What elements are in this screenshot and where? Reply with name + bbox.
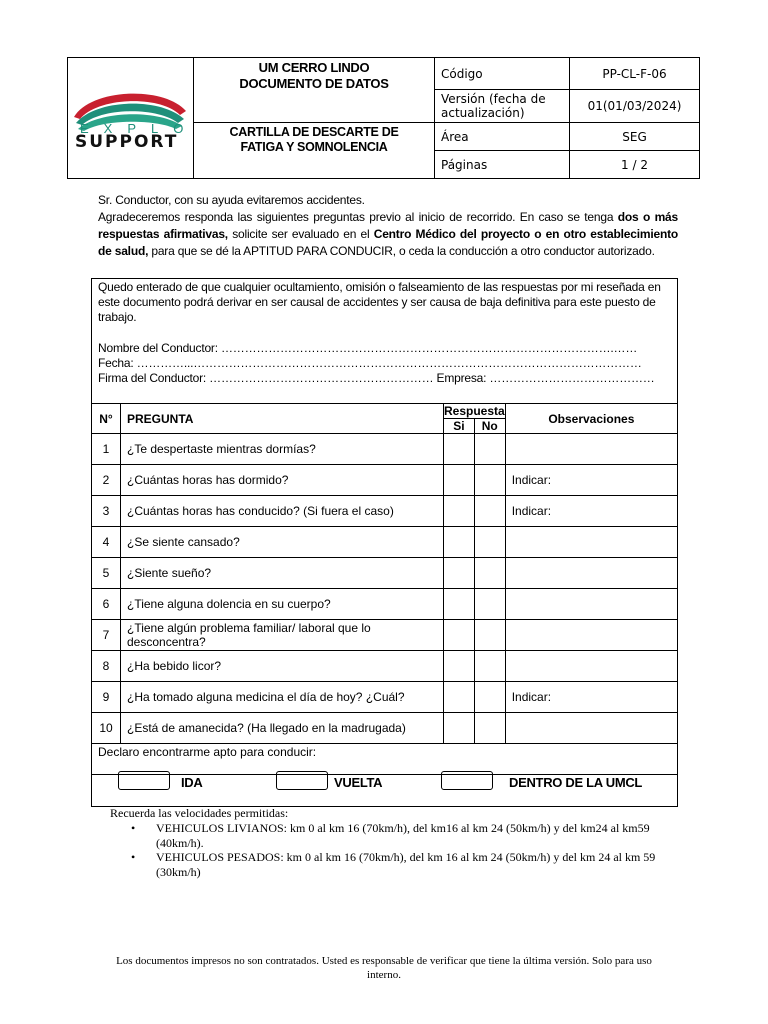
label-codigo: Código (435, 58, 570, 90)
answer-si-cell[interactable] (444, 434, 475, 465)
question-number: 9 (92, 682, 121, 713)
answer-no-cell[interactable] (474, 620, 505, 651)
observation-cell[interactable] (505, 527, 677, 558)
question-text: ¿Se siente cansado? (121, 527, 444, 558)
table-row (92, 713, 678, 744)
table-row (92, 651, 678, 682)
value-codigo: PP-CL-F-06 (570, 58, 700, 90)
value-version: 01(01/03/2024) (570, 90, 700, 123)
title-line2: DOCUMENTO DE DATOS (239, 76, 389, 91)
apto-label: Declaro encontrarme apto para conducir: (92, 744, 678, 775)
table-row (92, 496, 678, 527)
bullet-icon: • (131, 821, 136, 835)
observation-cell[interactable] (505, 558, 677, 589)
label-version: Versión (fecha de actualización) (435, 90, 570, 123)
question-number: 5 (92, 558, 121, 589)
ida-checkbox[interactable] (118, 771, 170, 790)
speeds-title: Recuerda las velocidades permitidas: (110, 806, 289, 820)
observation-cell[interactable]: Indicar: (505, 465, 677, 496)
question-text: ¿Cuántas horas has dormido? (121, 465, 444, 496)
value-area: SEG (570, 123, 700, 151)
question-text: ¿Ha tomado alguna medicina el día de hoy? ¿Cuál? (121, 682, 444, 713)
intro-line1: Sr. Conductor, con su ayuda evitaremos accidentes. (98, 193, 365, 207)
intro-p2-e: para que se dé la APTITUD PARA CONDUCIR, o ceda la conducción a otro conductor autorizado. (148, 244, 655, 258)
declaration-box (91, 278, 678, 807)
speed-item-livianos: VEHICULOS LIVIANOS: km 0 al km 16 (70km/h), del km16 al km 24 (50km/h) y del km24 al km59 (40km/h). (156, 821, 650, 850)
table-row (92, 434, 678, 465)
answer-no-cell[interactable] (474, 713, 505, 744)
table-row (92, 589, 678, 620)
answer-si-cell[interactable] (444, 713, 475, 744)
table-row (92, 620, 678, 651)
observation-cell[interactable]: Indicar: (505, 496, 677, 527)
explo-support-logo-icon (68, 59, 193, 178)
table-row (92, 682, 678, 713)
col-header-si: Si (444, 419, 475, 434)
observation-cell[interactable]: Indicar: (505, 682, 677, 713)
intro-p2-b: dos o más respuestas afirmativas, (98, 210, 678, 241)
logo-text-support: SUPPORT (75, 131, 179, 152)
title-cell (194, 58, 435, 123)
col-header-observaciones: Observaciones (505, 404, 677, 434)
question-text: ¿Tiene alguna dolencia en su cuerpo? (121, 589, 444, 620)
question-text: ¿Está de amanecida? (Ha llegado en la madrugada) (121, 713, 444, 744)
label-paginas: Páginas (435, 151, 570, 179)
signature-company-field[interactable]: Firma del Conductor: ………………………………………………… Empresa: …………………………………… (98, 371, 655, 385)
answer-si-cell[interactable] (444, 589, 475, 620)
date-field[interactable]: Fecha: …………...…………………………………………………………………………………………………… (98, 356, 642, 370)
logo-text-explo: EXPLO (80, 120, 199, 136)
intro-p2-d: Centro Médico del proyecto o en otro establecimiento de salud, (98, 227, 679, 258)
questions-table (91, 403, 678, 775)
answer-si-cell[interactable] (444, 651, 475, 682)
intro-paragraph (98, 209, 678, 260)
value-paginas: 1 / 2 (570, 151, 700, 179)
intro-p2-c: solicite ser evaluado en el (227, 227, 374, 241)
answer-no-cell[interactable] (474, 558, 505, 589)
col-header-n: N° (92, 404, 121, 434)
subtitle-cell (194, 123, 435, 179)
answer-no-cell[interactable] (474, 682, 505, 713)
col-header-no: No (474, 419, 505, 434)
question-number: 4 (92, 527, 121, 558)
answer-no-cell[interactable] (474, 527, 505, 558)
intro-p2-a: Agradeceremos responda las siguientes preguntas previo al inicio de recorrido. En caso se tenga (98, 210, 618, 224)
umcl-label: DENTRO DE LA UMCL (509, 775, 643, 790)
question-text: ¿Siente sueño? (121, 558, 444, 589)
answer-no-cell[interactable] (474, 589, 505, 620)
answer-si-cell[interactable] (444, 527, 475, 558)
question-number: 8 (92, 651, 121, 682)
table-row (92, 558, 678, 589)
answer-no-cell[interactable] (474, 434, 505, 465)
answer-no-cell[interactable] (474, 496, 505, 527)
title-line1: UM CERRO LINDO (258, 60, 370, 75)
question-number: 2 (92, 465, 121, 496)
observation-cell[interactable] (505, 651, 677, 682)
question-number: 3 (92, 496, 121, 527)
question-text: ¿Cuántas horas has conducido? (Si fuera el caso) (121, 496, 444, 527)
question-text: ¿Ha bebido licor? (121, 651, 444, 682)
vuelta-label: VUELTA (334, 775, 383, 790)
footer-note: Los documentos impresos no son contratados. Usted es responsable de verificar que tiene la última versión. Solo para uso interno. (116, 955, 652, 981)
col-header-respuesta: Respuesta (444, 404, 505, 418)
answer-no-cell[interactable] (474, 465, 505, 496)
answer-no-cell[interactable] (474, 651, 505, 682)
subtitle-line1: CARTILLA DE DESCARTE DE (229, 125, 399, 139)
question-text: ¿Tiene algún problema familiar/ laboral que lo desconcentra? (121, 620, 444, 651)
observation-cell[interactable] (505, 434, 677, 465)
question-number: 1 (92, 434, 121, 465)
question-number: 7 (92, 620, 121, 651)
document-header (67, 57, 700, 179)
driver-name-field[interactable]: Nombre del Conductor: ……………………………………………………………………………………….…… (98, 341, 638, 355)
table-row (92, 527, 678, 558)
observation-cell[interactable] (505, 589, 677, 620)
logo-cell (68, 58, 199, 179)
ida-label: IDA (181, 775, 203, 790)
label-area: Área (435, 123, 570, 151)
observation-cell[interactable] (505, 620, 677, 651)
answer-si-cell[interactable] (444, 682, 475, 713)
subtitle-line2: FATIGA Y SOMNOLENCIA (240, 140, 388, 154)
observation-cell[interactable] (505, 713, 677, 744)
answer-si-cell[interactable] (444, 496, 475, 527)
bullet-icon: • (131, 850, 136, 864)
question-number: 10 (92, 713, 121, 744)
answer-si-cell[interactable] (444, 465, 475, 496)
table-row (92, 465, 678, 496)
col-header-pregunta: PREGUNTA (121, 404, 444, 434)
answer-si-cell[interactable] (444, 620, 475, 651)
answer-si-cell[interactable] (444, 558, 475, 589)
speed-item-pesados: VEHICULOS PESADOS: km 0 al km 16 (70km/h), del km 16 al km 24 (50km/h) y del km 24 al km 59 (30km/h) (156, 850, 656, 879)
question-number: 6 (92, 589, 121, 620)
question-text: ¿Te despertaste mientras dormías? (121, 434, 444, 465)
umcl-checkbox[interactable] (441, 771, 493, 790)
declaration-text: Quedo enterado de que cualquier ocultamiento, omisión o falseamiento de las respuestas por mi reseñada en este documento podrá derivar en ser causal de accidentes y ser causa de baja definitiva para este puesto de trabajo. (98, 280, 661, 324)
vuelta-checkbox[interactable] (276, 771, 328, 790)
